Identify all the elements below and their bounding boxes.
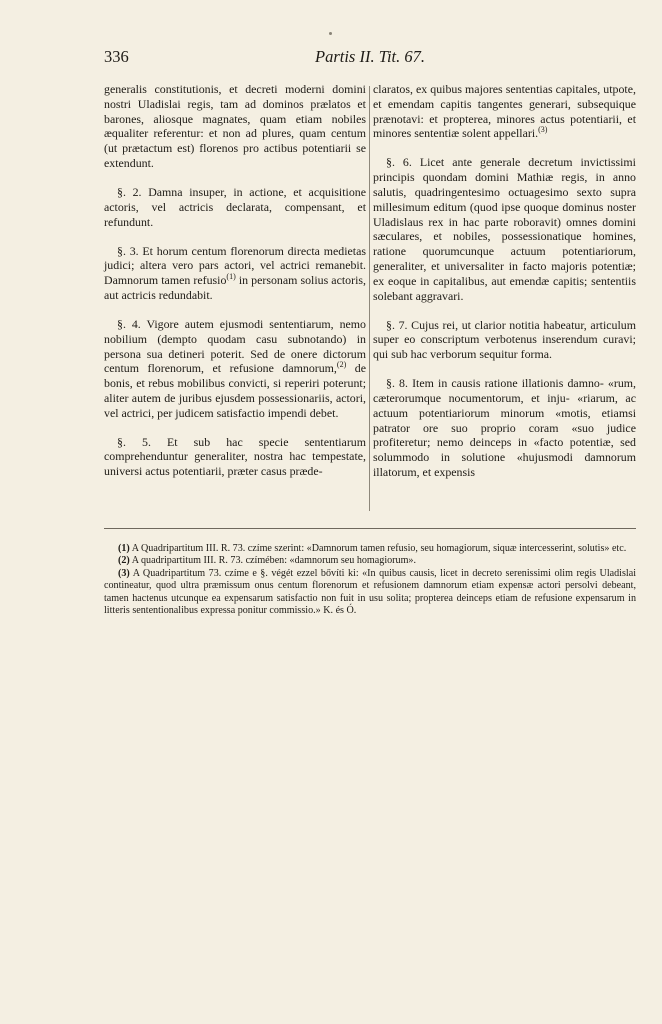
- paragraph-text: de bonis, et rebus mobilibus convicti, si reperiri poterunt; aliter autem de juribus ejusdem possessionariis, actori, vel actrici, per judicem satisfactio impendi debet.: [104, 361, 366, 420]
- footnote-mark: (1): [118, 543, 130, 554]
- footnote-ref-1[interactable]: (1): [226, 272, 236, 282]
- paragraph-section-8: §. 8. Item in causis ratione illationis damno- «rum, cæterorumque nocumentorum, et inju- «riarum, ac actuum potentiariorum minorum «motis, etiamsi patrator ore suo proprio coram «suo judice profiteretur; nemo deinceps in «facto potentiæ, sed solummodo in solutione «hujusmodi damnorum illatorum, et expensis: [373, 376, 636, 479]
- paragraph-text: §. 3. Et horum centum florenorum directa medietas judici; altera vero pars actori, vel actrici remanebit. Damnorum tamen refusio: [104, 243, 366, 288]
- left-column: [104, 82, 366, 493]
- footnote-text: A Quadripartitum III. R. 73. czíme szerint: «Damnorum tamen refusio, seu homagiorum, siquæ intercesserint, solutis» etc.: [129, 543, 627, 554]
- footnote-2: [104, 555, 636, 567]
- footnote-ref-2[interactable]: (2): [336, 360, 347, 370]
- footnote-1: [104, 543, 636, 555]
- paragraph-text: §. 4. Vigore autem ejusmodi sententiarum, nemo nobilium (dempto quodam casu subnotando) in persona sua detineri poterit. Sed de onere dictorum centum florenorum, et refusione damnorum,: [104, 316, 366, 376]
- paragraph: generalis constitutionis, et decreti moderni domini nostri Uladislai regis, tam ad dominos prælatos et barones, aliosque magnates, quam etiam nobiles æqualiter referentur: et non ad plures, quam centum (ut prætactum est) florenos pro actibus potentiarii se extendunt.: [104, 82, 366, 170]
- paragraph-section-4: [104, 317, 366, 421]
- right-column: [373, 82, 636, 494]
- footnote-mark: (2): [118, 555, 130, 567]
- footnote-ref-3[interactable]: (3): [538, 125, 548, 135]
- page-header: [104, 47, 636, 69]
- page-number: 336: [104, 47, 129, 66]
- footnote-3: [104, 568, 636, 618]
- footnote-text: A Quadripartitum 73. czíme e §. végét ezzel bővíti ki: «In quibus causis, licet in decreto serenissimi olim regis Uladislai contineatur, quod ultra præmissum onus centum florenorum et refusionem damnorum etiam expensæ actori persolvi debeant, tamen hactenus utcunque ea expensarum satisfactio non fuit in usu solita; propterea deinceps etiam de refusione expensarum in litteris sententionalibus expressa ponitur commissio.» K. és Ó.: [104, 567, 636, 617]
- running-title: Partis II. Tit. 67.: [314, 47, 425, 66]
- paragraph-text: claratos, ex quibus majores sententias capitales, utpote, et emendam capitis tangentes generari, subsequique prænotavi: et propterea, minores actus potentiarii, et minores sententiæ solent appellari.: [373, 82, 636, 141]
- print-speck: [329, 32, 332, 35]
- paragraph-section-3: [104, 244, 366, 303]
- column-divider: [369, 86, 370, 511]
- footnotes: [104, 543, 636, 617]
- paragraph-section-7: §. 7. Cujus rei, ut clarior notitia habeatur, articulum super eo conscriptum verbotenus inserendum curavi; qui sub hac verborum sequitur forma.: [373, 317, 636, 362]
- paragraph: [373, 82, 636, 141]
- paragraph-text: in personam solius actoris, aut actricis redundabit.: [104, 273, 366, 302]
- footnote-separator: [104, 528, 636, 529]
- footnote-text: A quadripartitum III. R. 73. czímében: «damnorum seu homagiorum».: [129, 555, 416, 567]
- paragraph-section-2: §. 2. Damna insuper, in actione, et acquisitione actoris, vel actricis declarata, compensant, et refundunt.: [104, 184, 366, 229]
- paragraph-section-5: §. 5. Et sub hac specie sententiarum comprehenduntur generaliter, nostra hac tempestate, universi actus potentiarii, præter casus præde-: [104, 434, 366, 479]
- paragraph-section-6: §. 6. Licet ante generale decretum invictissimi principis quondam domini Mathiæ regis, in anno salutis, quadringentesimo octuagesimo sexto supra millesimum editum (quod ipse quoque dominus noster Uladislaus rex in hac parte roboravit) omnes domini sæculares, et nobiles, possessionatique homines, ratione quorumcunque actuum potentiariorum, generaliter, et universaliter in facto majoris potentiæ; ex eoque in capitalibus, aut emendæ capitis; sententiis solebant aggravari.: [373, 155, 636, 303]
- footnote-mark: (3): [118, 567, 130, 579]
